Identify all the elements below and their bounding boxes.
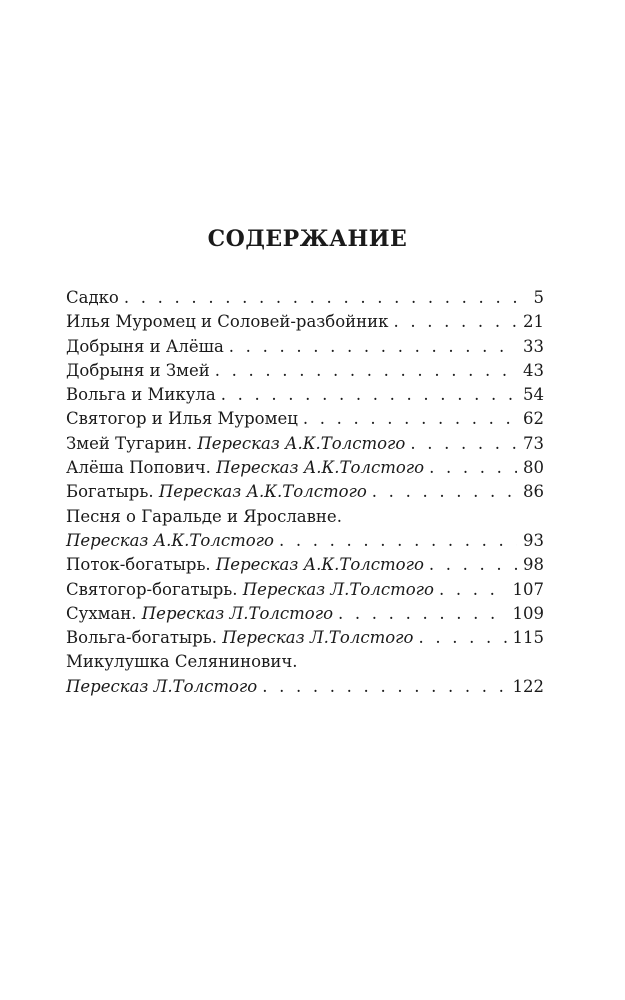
toc-entry-title: Добрыня и Змей	[66, 360, 210, 380]
dot-leader	[439, 578, 508, 602]
toc-entry-author: Пересказ А.К.Толстого	[158, 482, 367, 502]
dot-leader	[372, 480, 517, 504]
toc-entry	[66, 456, 544, 480]
dot-leader	[229, 335, 517, 359]
toc-entry	[66, 407, 544, 431]
dot-leader	[215, 359, 517, 383]
toc-entry-author: Пересказ А.К.Толстого	[197, 433, 406, 453]
toc-entry-title: Садко	[66, 288, 119, 307]
toc-entry-page: 62	[523, 409, 544, 429]
toc-entry	[66, 480, 544, 504]
toc-entry-author: Пересказ Л.Толстого	[222, 628, 414, 648]
toc-entry-title: Добрыня и Алёша	[66, 336, 224, 356]
dot-leader	[429, 553, 517, 577]
toc-entry-author: Пересказ А.К.Толстого	[66, 530, 274, 550]
dot-leader	[124, 286, 517, 310]
toc-entry	[66, 626, 544, 650]
toc-entry-title: Илья Муромец и Соловей-разбойник	[66, 312, 389, 332]
toc-entry	[66, 578, 544, 602]
toc-entry-title: Поток-богатырь.	[66, 555, 216, 575]
toc-entry-title: Вольга и Микула	[66, 385, 216, 405]
dot-leader	[393, 310, 517, 334]
toc-entry-title: Святогор-богатырь.	[66, 579, 243, 599]
dot-leader	[262, 675, 507, 699]
toc-entry-title: Алёша Попович.	[66, 458, 217, 478]
toc-entry-author: Пересказ А.К.Толстого	[215, 555, 424, 575]
toc-entry-title: Песня о Гаральде и Ярославне.	[66, 506, 342, 526]
toc-entry	[66, 432, 544, 456]
toc-entry	[66, 675, 544, 699]
toc-entry-page: 54	[523, 385, 544, 405]
dot-leader	[410, 432, 517, 456]
dot-leader	[429, 456, 517, 480]
toc-entry	[66, 359, 544, 383]
toc-entry-title: Микулушка Селянинович.	[66, 652, 298, 672]
toc-entry-title: Сухман.	[66, 603, 142, 623]
toc-entry-page: 5	[533, 288, 544, 307]
toc-entry	[66, 602, 544, 626]
toc-entry-author: Пересказ Л.Толстого	[242, 579, 434, 599]
toc-entry-page: 115	[512, 628, 544, 648]
toc-entry-page: 43	[523, 360, 544, 380]
toc-entry	[66, 553, 544, 577]
toc-entry-title-line	[66, 650, 544, 674]
dot-leader	[221, 383, 517, 407]
dot-leader	[338, 602, 507, 626]
toc-entry-title: Богатырь.	[66, 482, 159, 502]
toc-entry-page: 21	[523, 312, 544, 332]
table-of-contents	[66, 286, 544, 699]
page-title: СОДЕРЖАНИЕ	[207, 226, 408, 252]
dot-leader	[418, 626, 507, 650]
toc-entry-title: Вольга-богатырь.	[66, 628, 223, 648]
toc-entry-author: Пересказ Л.Толстого	[66, 676, 258, 696]
toc-entry	[66, 383, 544, 407]
toc-entry-page: 86	[523, 482, 544, 502]
toc-entry-title-line	[66, 505, 544, 529]
toc-entry-page: 93	[523, 530, 544, 550]
toc-entry	[66, 310, 544, 334]
toc-entry-title: Святогор и Илья Муромец	[66, 409, 298, 429]
dot-leader	[279, 529, 517, 553]
toc-entry-page: 107	[512, 579, 544, 599]
toc-entry-page: 33	[523, 336, 544, 356]
toc-entry-author: Пересказ А.К.Толстого	[216, 458, 425, 478]
dot-leader	[303, 407, 517, 431]
toc-entry	[66, 335, 544, 359]
toc-entry-page: 73	[523, 433, 544, 453]
toc-entry	[66, 286, 544, 310]
toc-entry	[66, 529, 544, 553]
toc-entry-page: 98	[523, 555, 544, 575]
toc-entry-title: Змей Тугарин.	[66, 433, 198, 453]
toc-entry-page: 122	[512, 676, 544, 696]
toc-entry-author: Пересказ Л.Толстого	[141, 603, 334, 623]
toc-entry-page: 109	[512, 603, 544, 623]
toc-entry-page: 80	[523, 458, 544, 478]
